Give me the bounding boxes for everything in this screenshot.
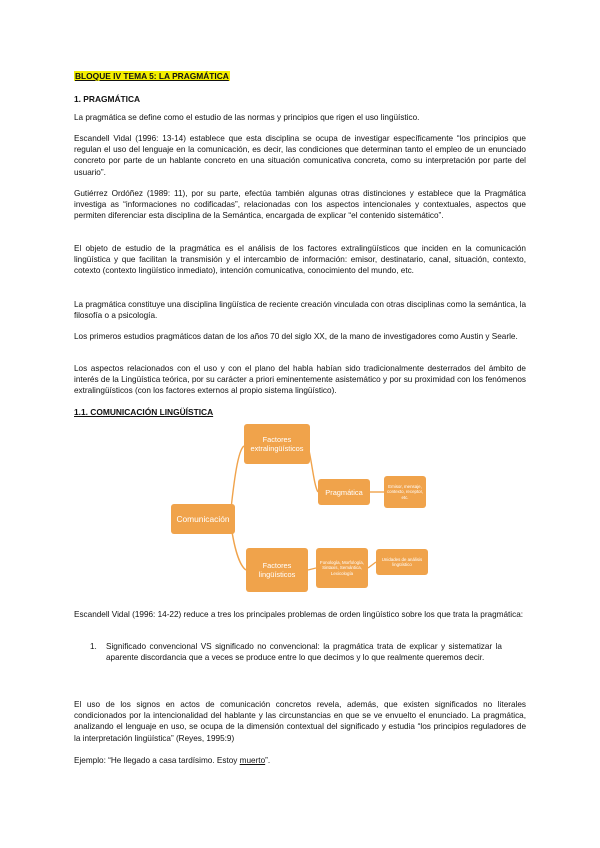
unidades-label: Unidades de análisis lingüístico: [381, 556, 423, 567]
list-item-text: Significado convencional VS significado no convencional: la pragmática trata de explicar y sistematizar la aparente discordancia que a veces se produce entre lo que decimos y lo que realmente queremos decir.: [106, 642, 502, 663]
list-item: [90, 641, 526, 681]
diagram-extra-node: [244, 424, 310, 464]
document-title: [74, 71, 526, 81]
paragraph-gutierrez: Gutiérrez Ordóñez (1989: 11), por su parte, efectúa también algunas otras distinciones y establece que la Pragmática investiga as “informaciones no codificadas”, relacionadas con los aspectos intencionales y contextuales, aspectos que permiten diferenciar esta disciplina de la Semántica, encargada de explicar “el contenido sistemático”.: [74, 189, 526, 221]
connector-disciplinas: [308, 568, 316, 570]
paragraph-aspectos: Los aspectos relacionados con el uso y con el plano del habla habían sido tradicionalmente desterrados del ámbito de interés de la Lingüística teórica, por su carácter a priori eminentemente asistemático y por su proximidad con los fenómenos extralingüísticos (con los factores externos al propio sistema lingüístico).: [74, 364, 526, 396]
title-highlight: BLOQUE IV TEMA 5: LA PRAGMÁTICA: [75, 71, 229, 81]
paragraph-uso-signos: El uso de los signos en actos de comunicación concretos revela, además, que existen significados no literales condicionados por la intencionalidad del hablante y las circunstancias en que se ve envuelto el enunciado. La pragmática, analizando el lenguaje en uso, se ocupa de la dimensión contextual del significado y estudia “los principios reguladores de la interpretación lingüística” (Reyes, 1995:9): [74, 700, 526, 743]
disciplinas-label: Fonología, Morfología, Sintaxis, Semántica, Lexicología: [320, 559, 364, 576]
diagram-ling-node: [246, 548, 308, 592]
example-line: [74, 755, 526, 766]
heading-pragmatica: 1. PRAGMÁTICA: [74, 94, 141, 104]
paragraph-definition: La pragmática se define como el estudio de las normas y principios que rigen el uso lingüístico.: [74, 113, 420, 122]
extra-label: Factores extralingüísticos: [250, 435, 304, 453]
ling-label: Factores lingüísticos: [258, 561, 296, 579]
paragraph-escandell: Escandell Vidal (1996: 13-14) establece que esta disciplina se ocupa de investigar específicamente “los principios que regulan el uso del lenguaje en la comunicación, es decir, las condiciones que determinan tanto el empleo de un enunciado concreto por parte de un hablante concreto en una situación comunicativa concreta, como su interpretación por parte del usuario”.: [74, 134, 526, 177]
diagram-unidades-node: [376, 549, 428, 575]
example-suffix: ”.: [265, 756, 271, 765]
paragraph-estudios: Los primeros estudios pragmáticos datan de los años 70 del siglo XX, de la mano de investigadores como Austin y Searle.: [74, 332, 518, 341]
diagram-comunicacion-node: [171, 504, 235, 534]
paragraph-objeto: El objeto de estudio de la pragmática es el análisis de los factores extralingüísticos que inciden en la comunicación lingüística y que facilitan la transmisión y el intercambio de información: emisor, destinatario, canal, situación, contexto, cotexto (contexto lingüístico inmediato), intención comunicativa, conocimiento del mundo, etc.: [74, 244, 526, 276]
connector-unidades: [368, 562, 376, 568]
diagram-emisor-node: [384, 476, 426, 508]
emisor-label: Emisor, mensaje, contexto, receptor, etc.: [386, 483, 424, 500]
diagram-pragmatica-node: [318, 479, 370, 505]
comunicacion-label: Comunicación: [176, 514, 230, 524]
example-underlined-word: muerto: [239, 756, 266, 765]
list-number: 1.: [90, 642, 97, 651]
pragmatica-label: Pragmática: [325, 487, 363, 497]
heading-comunicacion: 1.1. COMUNICACIÓN LINGÜÍSTICA: [74, 407, 214, 417]
diagram-disciplinas-node: [316, 548, 368, 588]
example-prefix: Ejemplo: “He llegado a casa tardísimo. Estoy: [74, 756, 240, 765]
paragraph-disciplina: La pragmática constituye una disciplina lingüística de reciente creación vinculada con otras disciplinas como la semántica, la filosofía o a psicología.: [74, 300, 526, 321]
paragraph-problemas: Escandell Vidal (1996: 14-22) reduce a tres los principales problemas de orden lingüístico sobre los que trata la pragmática:: [74, 610, 524, 619]
